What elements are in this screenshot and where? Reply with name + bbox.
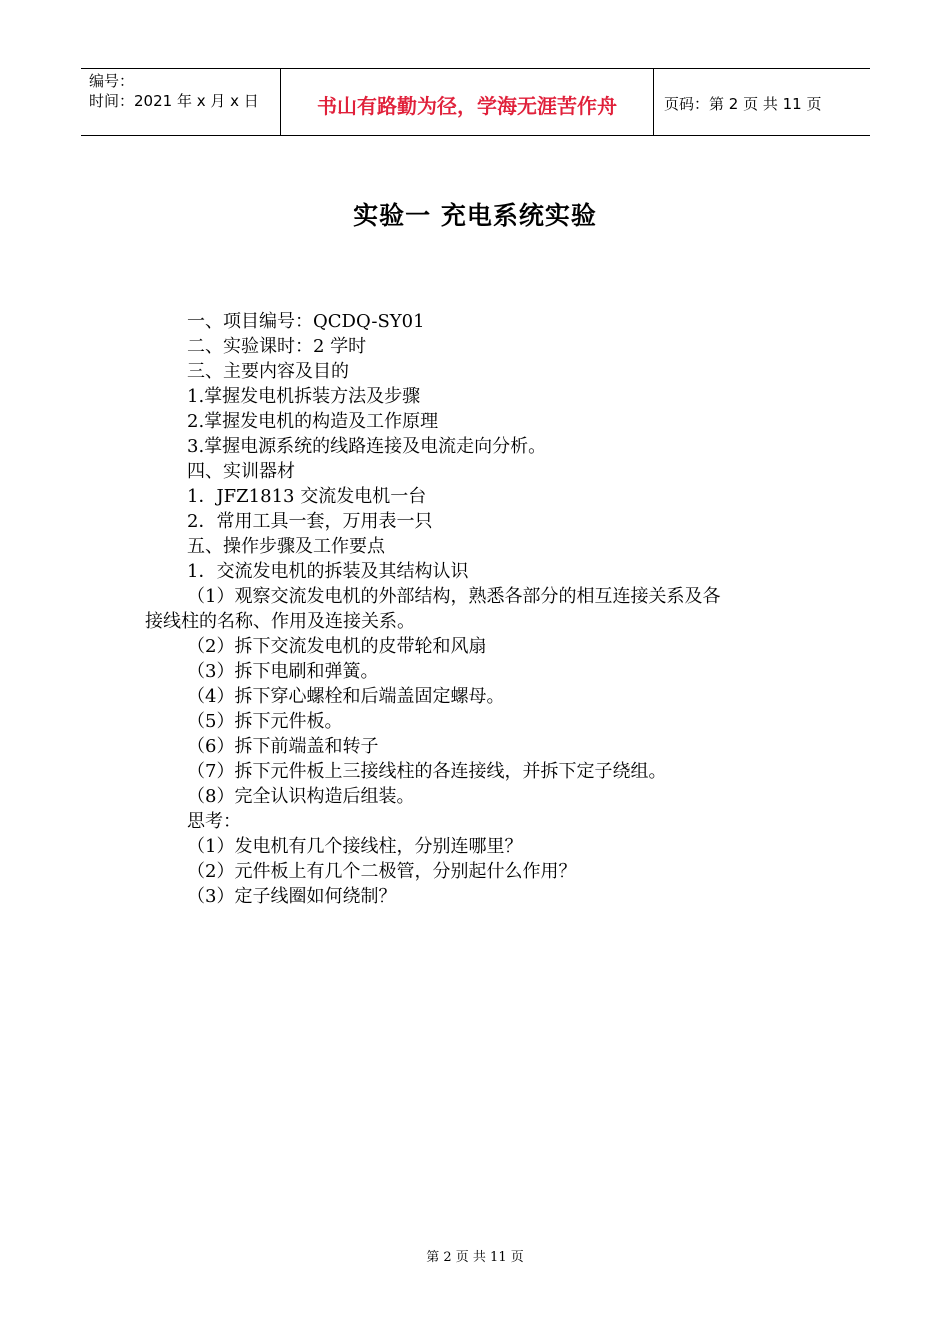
body-line: （2）元件板上有几个二极管，分别起什么作用？ bbox=[187, 861, 577, 882]
body-line: 四、实训器材 bbox=[187, 461, 295, 482]
body-line: 一、项目编号：QCDQ-SY01 bbox=[187, 311, 425, 332]
header-page-label: 页码：第 2 页 共 11 页 bbox=[664, 95, 822, 113]
body-line: 1．交流发电机的拆装及其结构认识 bbox=[187, 561, 469, 582]
body-line: 3.掌握电源系统的线路连接及电流走向分析。 bbox=[187, 436, 547, 457]
body-line: 接线柱的名称、作用及连接关系。 bbox=[145, 611, 415, 632]
header-motto: 书山有路勤为径，学海无涯苦作舟 bbox=[281, 69, 654, 135]
body-line: （3）拆下电刷和弹簧。 bbox=[187, 661, 379, 682]
body-line: （7）拆下元件板上三接线柱的各连接线，并拆下定子绕组。 bbox=[187, 761, 667, 782]
body-line: 1.掌握发电机拆装方法及步骤 bbox=[187, 386, 421, 407]
body-line: 二、实验课时：2 学时 bbox=[187, 336, 367, 357]
body-line: （2）拆下交流发电机的皮带轮和风扇 bbox=[187, 636, 487, 657]
body-line: （3）定子线圈如何绕制？ bbox=[187, 886, 397, 907]
body-line: （1）发电机有几个接线柱，分别连哪里？ bbox=[187, 836, 523, 857]
body-line: 2．常用工具一套，万用表一只 bbox=[187, 511, 433, 532]
body-line: （4）拆下穿心螺栓和后端盖固定螺母。 bbox=[187, 686, 505, 707]
body-line: 2.掌握发电机的构造及工作原理 bbox=[187, 411, 439, 432]
body-line: （5）拆下元件板。 bbox=[187, 711, 343, 732]
body-line: 五、操作步骤及工作要点 bbox=[187, 536, 385, 557]
body-line: （1）观察交流发电机的外部结构，熟悉各部分的相互连接关系及各 bbox=[187, 586, 721, 607]
body-line: 三、主要内容及目的 bbox=[187, 361, 349, 382]
header-meta bbox=[81, 69, 281, 135]
number-label: 编号： bbox=[89, 72, 135, 90]
document-body bbox=[145, 309, 845, 909]
page-header bbox=[81, 68, 870, 136]
time-label: 时间：2021 年 x 月 x 日 bbox=[89, 92, 259, 110]
body-line: 1．JFZ1813 交流发电机一台 bbox=[187, 486, 427, 507]
body-line: （6）拆下前端盖和转子 bbox=[187, 736, 379, 757]
page-footer: 第 2 页 共 11 页 bbox=[426, 1250, 524, 1265]
document-title: 实验一 充电系统实验 bbox=[353, 201, 597, 230]
body-line: 思考： bbox=[187, 811, 241, 832]
body-line: （8）完全认识构造后组装。 bbox=[187, 786, 415, 807]
